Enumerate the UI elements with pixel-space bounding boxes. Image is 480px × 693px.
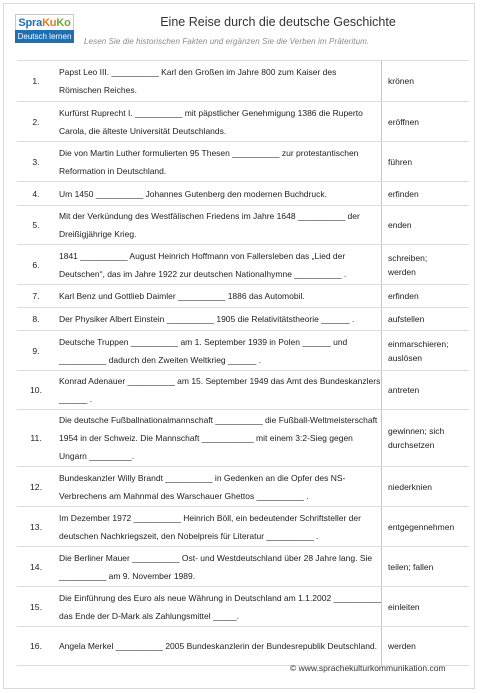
exercise-number: 4. bbox=[32, 188, 40, 199]
exercise-number: 3. bbox=[32, 156, 40, 167]
exercise-sentence: Die Berliner Mauer __________ Ost- und Westdeutschland über 28 Jahre lang. Sie __________ am 9. November 1989. bbox=[59, 552, 373, 581]
exercise-sentence: Bundeskanzler Willy Brandt __________ in Gedenken an die Opfer des NS-Verbrechens am Mahnmal des Warschauer Ghettos __________ . bbox=[59, 472, 346, 501]
exercise-row bbox=[17, 507, 469, 547]
exercise-number: 16. bbox=[30, 641, 42, 651]
instruction-text: Lesen Sie die historischen Fakten und ergänzen Sie die Verben im Präteritum. bbox=[84, 37, 370, 46]
exercise-sentence: Im Dezember 1972 __________ Heinrich Böll, ein bedeutender Schriftsteller der deutschen Nachkriegszeit, den Nobelpreis für Literatur __________ . bbox=[59, 512, 361, 541]
exercise-row bbox=[17, 206, 469, 245]
logo-part-spra: Spra bbox=[18, 17, 43, 29]
exercise-number: 15. bbox=[30, 601, 42, 612]
exercise-number: 2. bbox=[32, 116, 40, 127]
verb-hint: krönen bbox=[381, 61, 469, 101]
logo-subtitle: Deutsch lernen bbox=[15, 30, 74, 43]
exercise-sentence: Mit der Verkündung des Westfälischen Friedens im Jahre 1648 __________ der Dreißigjährige Krieg. bbox=[59, 211, 360, 239]
exercise-row bbox=[17, 308, 469, 331]
exercise-row bbox=[17, 410, 469, 467]
page-title: Eine Reise durch die deutsche Geschichte bbox=[160, 15, 396, 29]
exercise-number: 14. bbox=[30, 561, 42, 572]
verb-hint: aufstellen bbox=[381, 308, 469, 330]
exercise-row bbox=[17, 142, 469, 182]
exercise-sentence: Angela Merkel __________ 2005 Bundeskanzlerin der Bundesrepublik Deutschland. bbox=[59, 641, 378, 651]
exercise-row bbox=[17, 60, 469, 102]
exercise-sentence: Deutsche Truppen __________ am 1. September 1939 in Polen ______ und __________ dadurch den Zweiten Weltkrieg ______ . bbox=[59, 336, 348, 365]
exercise-row bbox=[17, 182, 469, 206]
exercise-row bbox=[17, 245, 469, 285]
logo-part-ko: Ko bbox=[56, 17, 71, 29]
exercise-sentence: Der Physiker Albert Einstein __________ 1905 die Relativitätstheorie ______ . bbox=[59, 314, 355, 324]
verb-hint: antreten bbox=[381, 371, 469, 409]
verb-hint: niederknien bbox=[381, 467, 469, 506]
exercise-number: 9. bbox=[32, 345, 40, 356]
exercise-row bbox=[17, 371, 469, 410]
copyright-footer: © www.sprachekulturkommunikation.com bbox=[290, 663, 446, 673]
exercise-number: 7. bbox=[32, 291, 40, 301]
exercise-table bbox=[17, 60, 469, 666]
exercise-sentence: Karl Benz und Gottlieb Daimler __________ 1886 das Automobil. bbox=[59, 291, 305, 301]
exercise-row bbox=[17, 285, 469, 308]
exercise-sentence: Papst Leo III. __________ Karl den Großen im Jahre 800 zum Kaiser des Römischen Reiches. bbox=[59, 67, 337, 95]
verb-hint: einmarschieren; auslösen bbox=[381, 331, 469, 370]
exercise-number: 8. bbox=[32, 314, 40, 324]
verb-hint: eröffnen bbox=[381, 102, 469, 141]
exercise-row bbox=[17, 547, 469, 587]
verb-hint: enden bbox=[381, 206, 469, 244]
verb-hint: teilen; fallen bbox=[381, 547, 469, 586]
exercise-sentence: Die von Martin Luther formulierten 95 Thesen __________ zur protestantischen Reformation in Deutschland. bbox=[59, 147, 359, 176]
exercise-row bbox=[17, 587, 469, 627]
verb-hint: erfinden bbox=[381, 182, 469, 205]
verb-hint: erfinden bbox=[381, 285, 469, 307]
logo-part-ku: Ku bbox=[42, 17, 57, 29]
verb-hint: entgegennehmen bbox=[381, 507, 469, 546]
exercise-row bbox=[17, 102, 469, 142]
exercise-sentence: Die Einführung des Euro als neue Währung in Deutschland am 1.1.2002 __________ das Ende der D-Mark als Zahlungsmittel _____. bbox=[59, 592, 381, 621]
exercise-row bbox=[17, 627, 469, 666]
exercise-number: 5. bbox=[32, 220, 40, 230]
exercise-sentence: 1841 __________ August Heinrich Hoffmann von Fallersleben das „Lied der Deutschen“, das im Jahre 1922 zur deutschen Nationalhymne __________ . bbox=[59, 250, 347, 279]
exercise-sentence: Die deutsche Fußballnationalmannschaft __________ die Fußball-Weltmeisterschaft 1954 in der Schweiz. Die Mannschaft ___________ mit einem 3:2-Sieg gegen Ungarn _________. bbox=[59, 415, 378, 461]
exercise-number: 13. bbox=[30, 521, 42, 532]
exercise-number: 6. bbox=[32, 259, 40, 270]
exercise-sentence: Konrad Adenauer __________ am 15. September 1949 das Amt des Bundeskanzlers ______ . bbox=[59, 376, 381, 404]
exercise-number: 1. bbox=[32, 76, 40, 86]
logo bbox=[15, 14, 74, 43]
exercise-number: 12. bbox=[30, 481, 42, 492]
exercise-row bbox=[17, 467, 469, 507]
exercise-row bbox=[17, 331, 469, 371]
verb-hint: werden bbox=[381, 627, 469, 665]
exercise-number: 10. bbox=[30, 385, 42, 395]
exercise-sentence: Kurfürst Ruprecht I. __________ mit päpstlicher Genehmigung 1386 die Ruperto Carola, die älteste Universität Deutschlands. bbox=[59, 107, 363, 136]
exercise-number: 11. bbox=[30, 433, 42, 443]
verb-hint: gewinnen; sich durchsetzen bbox=[381, 410, 469, 466]
exercise-sentence: Um 1450 __________ Johannes Gutenberg den modernen Buchdruck. bbox=[59, 188, 327, 199]
verb-hint: führen bbox=[381, 142, 469, 181]
verb-hint: einleiten bbox=[381, 587, 469, 626]
verb-hint: schreiben; werden bbox=[381, 245, 469, 284]
logo-wordmark bbox=[15, 14, 74, 30]
